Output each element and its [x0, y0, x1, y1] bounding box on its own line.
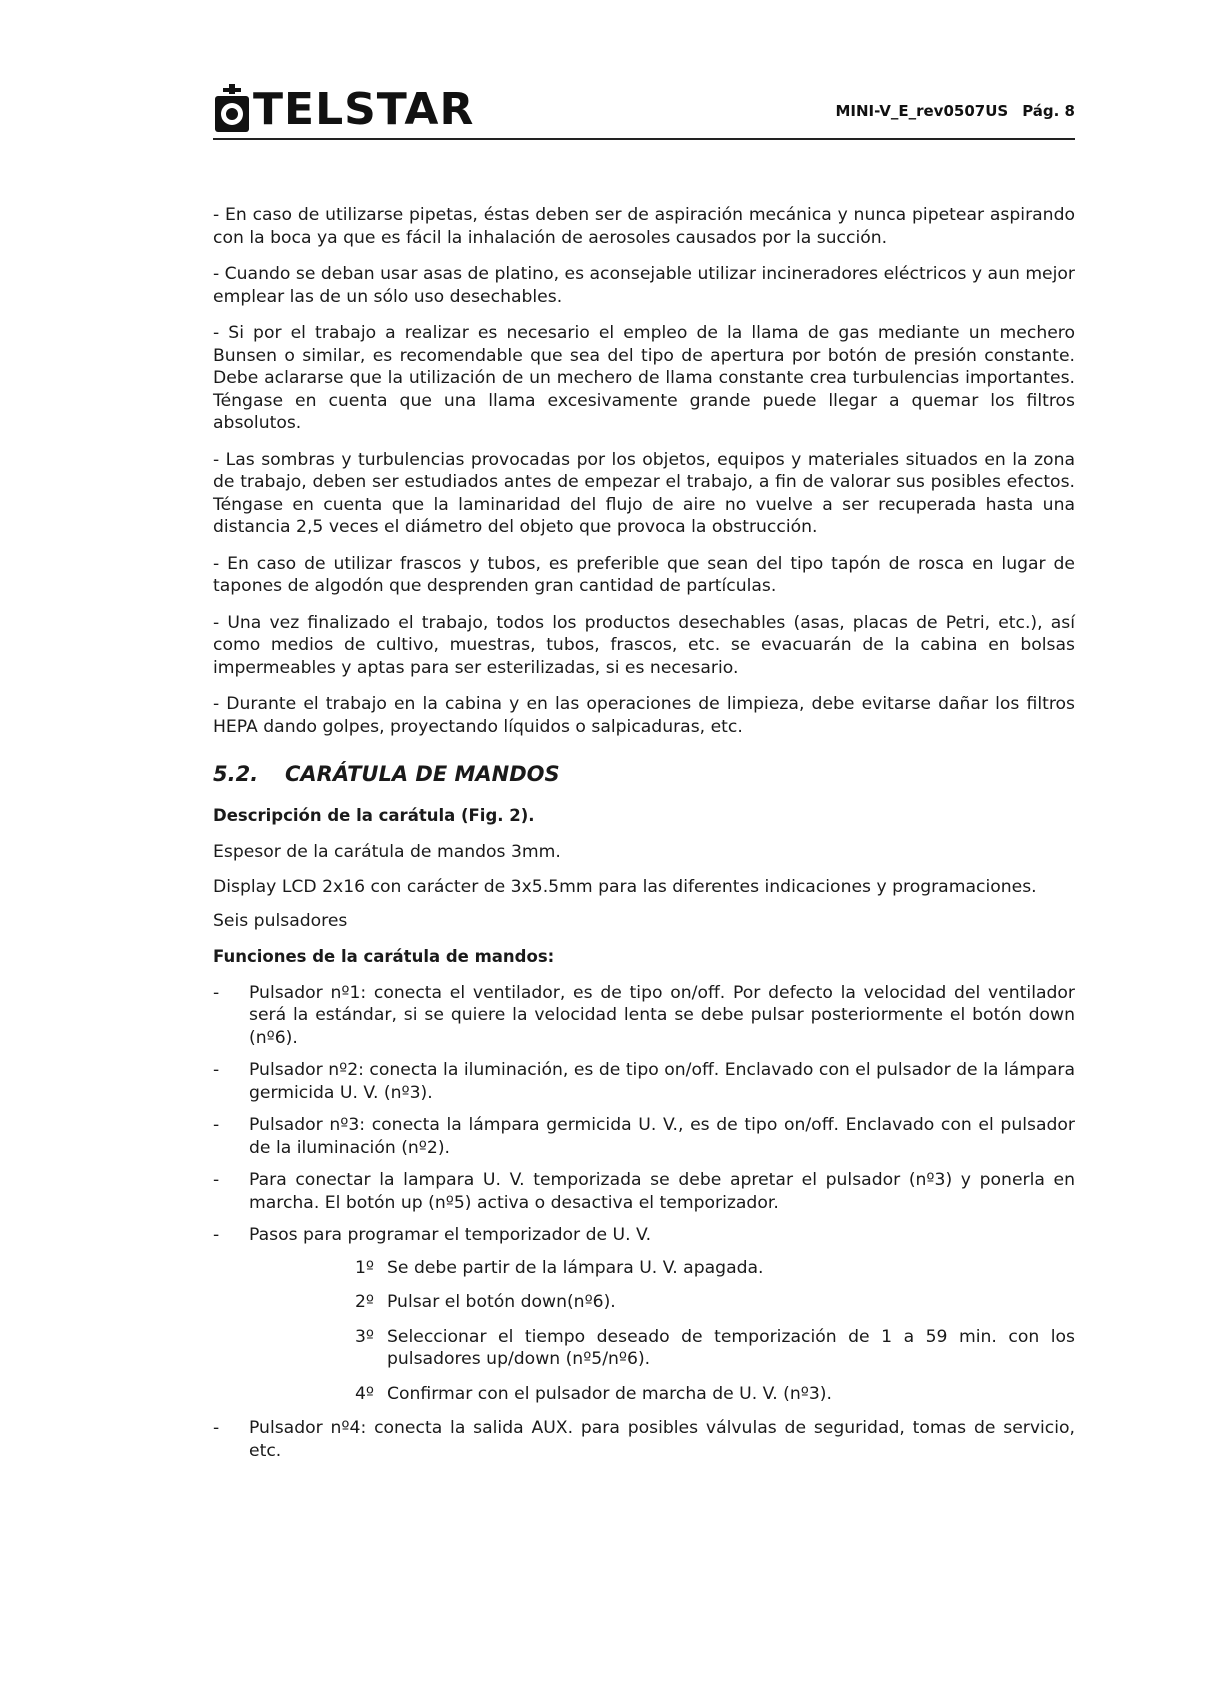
paragraph-platinum-loops: - Cuando se deban usar asas de platino, es aconsejable utilizar incineradores eléctricos y aun mejor emplear las de un sólo uso desechables. [213, 264, 1075, 307]
page-number: Pág. 8 [1022, 102, 1075, 120]
functions-heading: Funciones de la carátula de mandos: [213, 946, 555, 966]
description-thickness: Espesor de la carátula de mandos 3mm. [213, 842, 561, 862]
step-item [355, 1383, 1075, 1406]
paragraph-bunsen-burner: - Si por el trabajo a realizar es necesario el empleo de la llama de gas mediante un mechero Bunsen o similar, es recomendable que sea del tipo de apertura por botón de presión constante. Debe aclararse que la utilización de un mechero de llama constante crea turbulencias importantes. Téngase en cuenta que una llama excesivamente grande puede llegar a quemar los filtros absolutos. [213, 323, 1075, 433]
list-dash: - [213, 1170, 220, 1190]
step-item [355, 1326, 1075, 1371]
list-item [213, 1224, 1075, 1247]
function-button-2: Pulsador nº2: conecta la iluminación, es de tipo on/off. Enclavado con el pulsador de la lámpara germicida U. V. (nº3). [249, 1060, 1075, 1103]
step-item [355, 1291, 1075, 1314]
document-code: MINI-V_E_rev0507US [835, 102, 1009, 120]
list-item [213, 1417, 1075, 1462]
list-item [213, 1169, 1075, 1214]
list-item [213, 1059, 1075, 1104]
document-body [213, 204, 1075, 1472]
step-number: 4º [355, 1383, 375, 1404]
functions-list-continued [213, 1417, 1075, 1462]
timer-steps [355, 1257, 1075, 1406]
list-dash: - [213, 1418, 220, 1438]
paragraph-flasks-tubes: - En caso de utilizar frascos y tubos, es preferible que sean del tipo tapón de rosca en lugar de tapones de algodón que desprenden gran cantidad de partículas. [213, 553, 1075, 596]
list-dash: - [213, 1225, 220, 1245]
list-item [213, 1114, 1075, 1159]
document-reference [821, 102, 1075, 120]
step-text: Seleccionar el tiempo deseado de temporización de 1 a 59 min. con los pulsadores up/down (nº5/nº6). [387, 1326, 1075, 1369]
telstar-logo [213, 84, 474, 136]
step-number: 1º [355, 1257, 375, 1278]
step-number: 2º [355, 1292, 375, 1312]
step-text: Confirmar con el pulsador de marcha de U. V. (nº3). [387, 1383, 832, 1404]
logo-wordmark: TELSTAR [253, 84, 475, 135]
list-dash: - [213, 982, 220, 1003]
step-item [355, 1257, 1075, 1280]
paragraph-hepa-filters: - Durante el trabajo en la cabina y en las operaciones de limpieza, debe evitarse dañar los filtros HEPA dando golpes, proyectando líquidos o salpicaduras, etc. [213, 694, 1075, 737]
function-button-4: Pulsador nº4: conecta la salida AUX. para posibles válvulas de seguridad, tomas de servicio, etc. [249, 1418, 1075, 1461]
header-divider [213, 138, 1075, 140]
step-number: 3º [355, 1326, 375, 1347]
step-text: Pulsar el botón down(nº6). [387, 1292, 616, 1312]
paragraph-shadows-turbulence: - Las sombras y turbulencias provocadas por los objetos, equipos y materiales situados en la zona de trabajo, deben ser estudiados antes de empezar el trabajo, a fin de valorar sus posibles efectos. Téngase en cuenta que la laminaridad del flujo de aire no vuelve a ser recuperada hasta una distancia 2,5 veces el diámetro del objeto que provoca la obstrucción. [213, 449, 1075, 537]
paragraph-disposables: - Una vez finalizado el trabajo, todos los productos desechables (asas, placas de Petri, etc.), así como medios de cultivo, muestras, tubos, frascos, etc. se evacuarán de la cabina en bolsas impermeables y aptas para ser esterilizadas, si es necesario. [213, 612, 1075, 678]
function-uv-timer: Para conectar la lampara U. V. temporizada se debe apretar el pulsador (nº3) y ponerla en marcha. El botón up (nº5) activa o desactiva el temporizador. [249, 1170, 1075, 1213]
list-item [213, 982, 1075, 1050]
description-display: Display LCD 2x16 con carácter de 3x5.5mm para las diferentes indicaciones y programaciones. [213, 876, 1037, 897]
paragraph-pipettes: - En caso de utilizarse pipetas, éstas deben ser de aspiración mecánica y nunca pipetear aspirando con la boca ya que es fácil la inhalación de aerosoles causados por la succión. [213, 205, 1075, 248]
function-button-3: Pulsador nº3: conecta la lámpara germicida U. V., es de tipo on/off. Enclavado con el pulsador de la iluminación (nº2). [249, 1115, 1075, 1158]
section-title: CARÁTULA DE MANDOS [285, 762, 560, 786]
section-heading [213, 762, 1075, 786]
function-program-steps: Pasos para programar el temporizador de U. V. [249, 1225, 652, 1245]
section-number: 5.2. [213, 762, 259, 786]
functions-list [213, 982, 1075, 1247]
description-buttons: Seis pulsadores [213, 911, 348, 931]
telstar-emblem-icon [213, 84, 251, 136]
page-header [213, 78, 1075, 140]
function-button-1: Pulsador nº1: conecta el ventilador, es de tipo on/off. Por defecto la velocidad del ventilador será la estándar, si se quiere la velocidad lenta se debe pulsar posteriormente el botón down (nº6). [249, 982, 1075, 1048]
list-dash: - [213, 1115, 220, 1135]
description-heading: Descripción de la carátula (Fig. 2). [213, 806, 535, 825]
list-dash: - [213, 1060, 220, 1080]
step-text: Se debe partir de la lámpara U. V. apagada. [387, 1257, 764, 1278]
